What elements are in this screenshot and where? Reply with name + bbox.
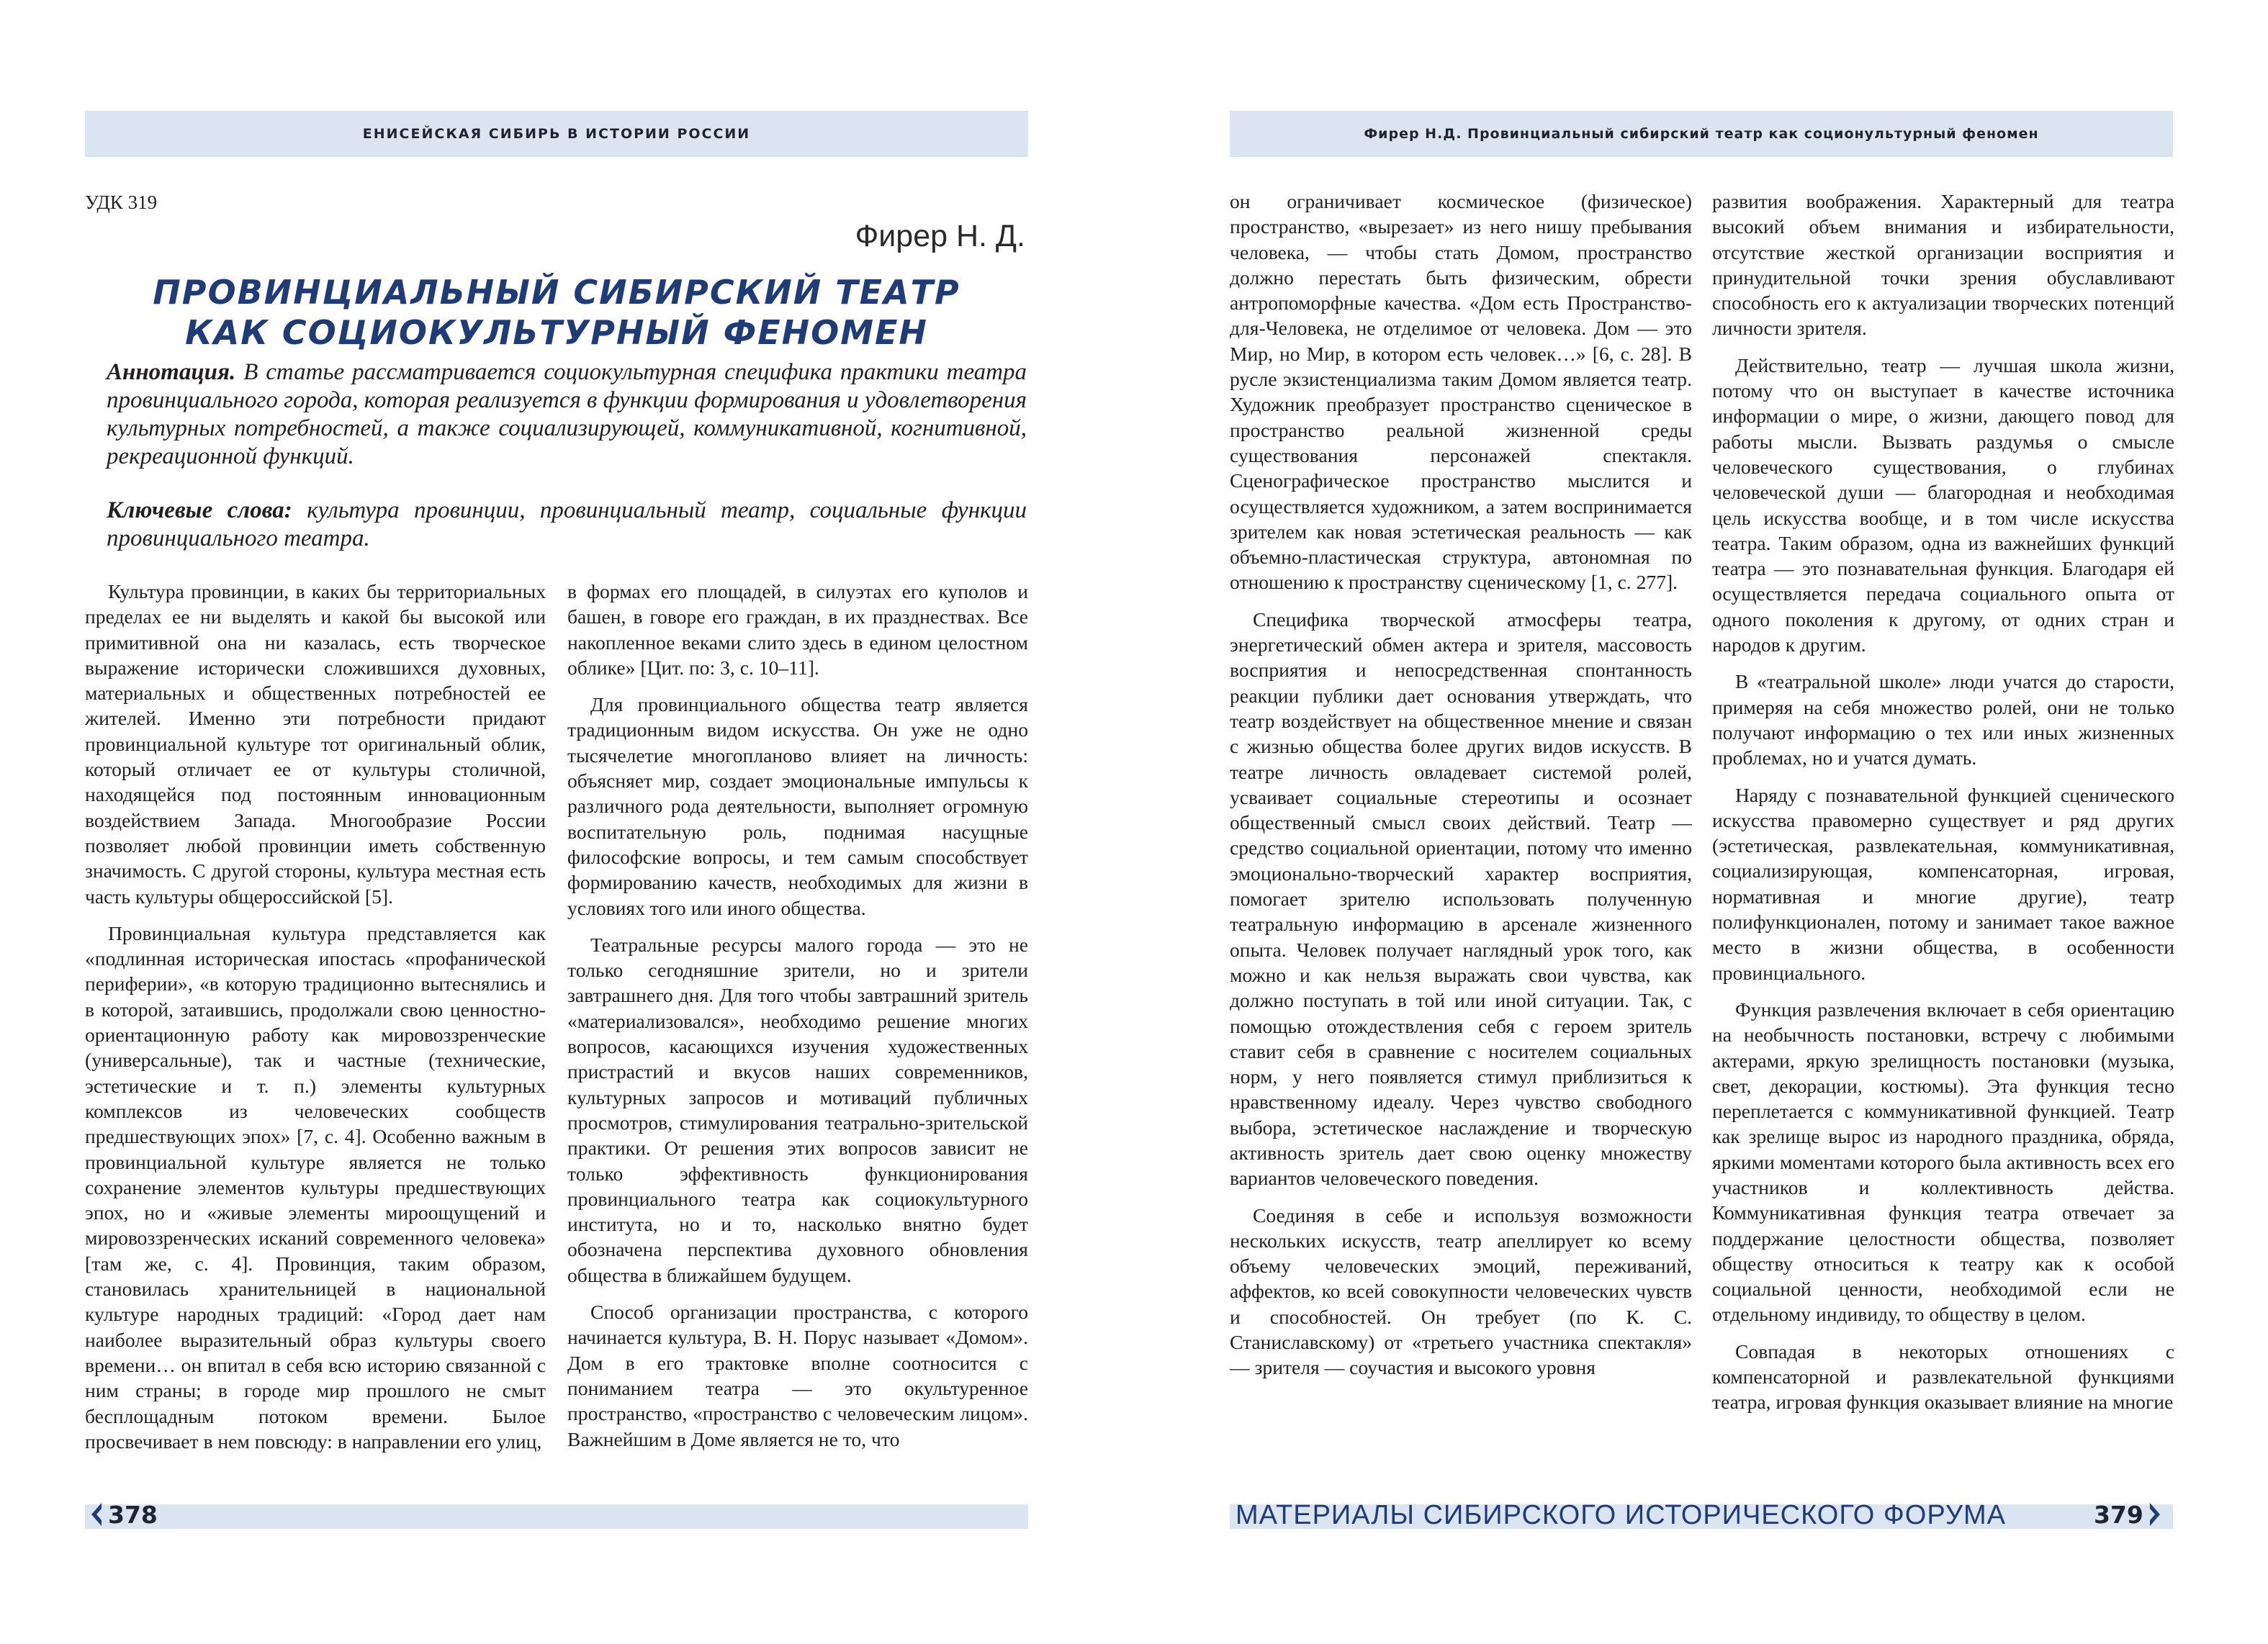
- title-line-2: КАК СОЦИОКУЛЬТУРНЫЙ ФЕНОМЕН: [185, 313, 928, 352]
- paragraph: он ограничивает космическое (физическое) пространство, «вырезает» из него нишу пребывания человека, — чтобы стать Домом, пространство должно перестать быть физическим, обрести антропоморфные качества. «Дом есть Пространство-для-Человека, не отделимое от человека. Дом — это Мир, но Мир, в котором есть человек…» [6, с. 28]. В русле экзистенциализма таким Домом является театр. Художник преобразует пространство сценическое в пространство реальной жизненной среды существования персонажей спектакля. Сценографическое пространство мыслится и осуществляется художником, а затем воспринимается зрителем как новая эстетическая реальность — как объемно-пластическая структура, автономная по отношению к пространству сценическому [1, с. 277].: [1230, 190, 1692, 594]
- keywords: [107, 497, 1027, 553]
- paragraph: Способ организации пространства, с которого начинается культура, В. Н. Порус называет «Домом». Дом в его трактовке вполне соотносится с пониманием театра — это окультуренное пространство, «пространство с человеческим лицом». Важнейшим в Доме является не то, что: [567, 1301, 1028, 1450]
- running-header-right: Фирер Н.Д. Провинциальный сибирский театр как соционультурный феномен: [1230, 111, 2173, 157]
- paragraph: Наряду с познавательной функцией сценического искусства правомерно существует и ряд других (эстетическая, развлекательная, коммуникативная, социализирующая, компенсаторная, игровая, нормативная и многие другие), театр полифункционален, потому и занимает такое важное место в жизни общества, в особенности провинциального.: [1712, 783, 2174, 984]
- paragraph: в формах его площадей, в силуэтах его куполов и башен, в говоре его граждан, в их празднествах. Все накопленное веками слито здесь в едином целостном облике» [Цит. по: 3, с. 10–11].: [567, 580, 1028, 679]
- footer-bar-left: [85, 1504, 1028, 1529]
- text-column-4: [1712, 189, 2174, 1427]
- paragraph: Культура провинции, в каких бы территориальных пределах ее ни выделять и какой бы высокой или примитивной она ни казалась, есть творческое выражение исторически сложившихся духовных, материальных и общественных потребностей ее жителей. Именно эти потребности придают провинциальной культуре тот оригинальный облик, который отличает ее от культуры столичной, находящейся под постоянным инновационным воздействием Запада. Многообразие России позволяет любой провинции иметь собственную значимость. С другой стороны, культура местная есть часть культуры общероссийской [5].: [85, 580, 546, 908]
- page-number-left-text: 378: [108, 1500, 158, 1529]
- keywords-label: Ключевые слова:: [107, 497, 292, 523]
- annotation-label: Аннотация.: [107, 359, 236, 385]
- text-column-3: [1230, 189, 1692, 1392]
- article-title: [85, 272, 1028, 353]
- page-number-right-text: 379: [2094, 1500, 2143, 1529]
- running-header-left: ЕНИСЕЙСКАЯ СИБИРЬ В ИСТОРИИ РОССИИ: [85, 111, 1028, 157]
- udc-code: УДК 319: [85, 191, 158, 213]
- paragraph: Действительно, театр — лучшая школа жизни, потому что он выступает в качестве источника информации о мире, о жизни, дающего повод для работы мысли. Вызвать раздумья о смысле человеческого существования, о глубинах человеческой души — благородная и необходимая цель искусства вообще, и в том числе искусства театра. Таким образом, одна из важнейших функций театра — это познавательная функция. Благодаря ей осуществляется передача социального опыта от одного поколения к другому, от одних стран и народов к другим.: [1712, 353, 2174, 656]
- annotation-text: В статье рассматривается социокультурная специфика практики театра провинциального города, которая реализуется в функции формирования и удовлетворения культурных потребностей, а также социализирующей, коммуникативной, когнитивной, рекреационной функций.: [107, 359, 1027, 469]
- text-column-2: [567, 579, 1028, 1463]
- paragraph: Для провинциального общества театр является традиционным видом искусства. Он уже не одно тысячелетие многопланово влияет на личность: объясняет мир, создает эмоциональные импульсы к различного рода деятельности, выполняет огромную воспитательную роль, поднимая насущные философские вопросы, и тем самым способствует формированию качеств, необходимых для жизни в условиях того или иного общества.: [567, 693, 1028, 919]
- series-title: МАТЕРИАЛЫ СИБИРСКОГО ИСТОРИЧЕСКОГО ФОРУМА: [1236, 1500, 2007, 1530]
- paragraph: Театральные ресурсы малого города — это не только сегодняшние зрители, но и зрители завтрашнего дня. Для того чтобы завтрашний зритель «материализовался», необходимо решение многих вопросов, касающихся изучения художественных пристрастий и вкусов наших современников, культурных запросов и мотиваций публичных просмотров, стимулирования театрально-зрительской практики. От решения этих вопросов зависит не только эффективность функционирования провинциального театра как социокультурного института, но и то, насколько внятно будет обозначена перспектива духовного обновления общества в ближайшем будущем.: [567, 933, 1028, 1286]
- keywords-text: культура провинции, провинциальный театр, социальные функции провинциального театра.: [107, 497, 1027, 551]
- chevron-right-icon: [2148, 1502, 2162, 1527]
- page-number-left: [89, 1499, 158, 1530]
- paragraph: Специфика творческой атмосферы театра, энергетический обмен актера и зрителя, массовость восприятия и непосредственная спонтанность реакции публики дает основания утверждать, что театр воздействует на общественное мнение и связан с жизнью общества более других видов искусств. В театре личность овладевает системой ролей, усваивает социальные стереотипы и осознает общественный смысл своих действий. Театр — средство социальной ориентации, потому что именно эмоционально-творческий характер восприятия, помогает зрителю использовать полученную театральную информацию в арсенале жизненного опыта. Человек получает наглядный урок того, как можно и как нельзя выражать свои чувства, как должно поступать в той или иной ситуации. Так, с помощью отождествления себя с героем зритель ставит себя в сравнение с носителем социальных норм, у него появляется стимул приблизиться к нравственному идеалу. Через чувство свободного выбора, эстетическое наслаждение и творческую активность зритель дает свою оценку множеству вариантов человеческого поведения.: [1230, 608, 1692, 1190]
- paragraph: Соединяя в себе и используя возможности нескольких искусств, театр апеллирует ко всему объему человеческих эмоций, переживаний, аффектов, ко всей совокупности человеческих чувств и способностей. Он требует (по К. С. Станиславскому) от «третьего участника спектакля» — зрителя — соучастия и высокого уровня: [1230, 1203, 1692, 1379]
- author-name: Фирер Н. Д.: [855, 219, 1025, 253]
- title-line-1: ПРОВИНЦИАЛЬНЫЙ СИБИРСКИЙ ТЕАТР: [153, 273, 960, 312]
- paragraph: Провинциальная культура представляется как «подлинная историческая ипостась «профанической периферии», «в которую традиционно вытеснялись и в которой, затаившись, продолжали свою ценностно-ориентационную работу как мировоззренческие (универсальные), так и частные (технические, эстетические и т. п.) элементы культурных комплексов из человеческих сообществ предшествующих эпох» [7, с. 4]. Особенно важным в провинциальной культуре является не только сохранение элементов культуры предшествующих эпох, но и «живые элементы мироощущений и мировоззренческих исканий современного человека» [там же, с. 4]. Провинция, таким образом, становилась хранительницей в национальной культуре народных традиций: «Город дает нам наиболее выразительный образ культуры своего времени… он впитал в себя всю историю связанной с ним страны; в городе мир прошлого не смыт бесплощадным потоком времени. Былое просвечивает в нем повсюду: в направлении его улиц,: [85, 921, 546, 1453]
- text-column-1: [85, 579, 546, 1465]
- annotation: [107, 358, 1027, 471]
- page-number-right: [2094, 1499, 2162, 1530]
- paragraph: Совпадая в некоторых отношениях с компенсаторной и развлекательной функциями театра, игровая функция оказывает влияние на многие: [1712, 1340, 2174, 1414]
- paragraph: развития воображения. Характерный для театра высокий объем внимания и избирательности, отсутствие жесткой организации восприятия и принудительной точки зрения обуславливают способность его к актуализации творческих потенций личности зрителя.: [1712, 190, 2174, 340]
- chevron-left-icon: [89, 1502, 104, 1527]
- paragraph: Функция развлечения включает в себя ориентацию на необычность постановки, встречу с любимыми актерами, яркую зрелищность постановки (музыка, свет, декорации, костюмы). Эта функция тесно переплетается с коммуникативной функцией. Театр как зрелище вырос из народного праздника, обряда, яркими моментами которого была активность всех его участников и коллективность действа. Коммуникативная функция театра отвечает за поддержание целостности общества, позволяет обществу относиться к театру как к особой социальной ценности, необходимой если не отдельному индивиду, то обществу в целом.: [1712, 998, 2174, 1326]
- paragraph: В «театральной школе» люди учатся до старости, примеряя на себя множество ролей, они не только получают информацию о тех или иных жизненных проблемах, но и учатся думать.: [1712, 670, 2174, 769]
